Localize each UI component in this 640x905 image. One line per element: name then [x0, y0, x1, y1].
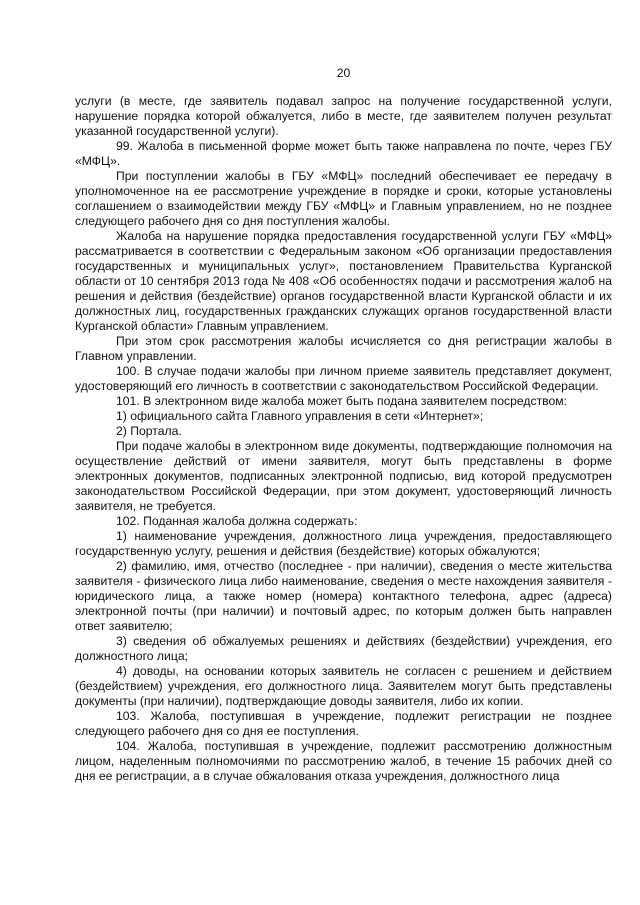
paragraph: При этом срок рассмотрения жалобы исчисляется со дня регистрации жалобы в Главном управлении.	[75, 334, 612, 363]
list-item: 2) Портала.	[116, 424, 182, 438]
list-item: 3) сведения об обжалуемых решениях и действиях (бездействии) учреждения, его должностного лица;	[75, 634, 612, 663]
paragraph: Жалоба на нарушение порядка предоставления государственной услуги ГБУ «МФЦ» рассматривается в соответствии с Федеральным законом «Об организации предоставления государственных и муниципальных услуг», постановлением Правительства Курганской области от 10 сентября 2013 года № 408 «Об особенностях подачи и рассмотрения жалоб на решения и действия (бездействие) органов государственной власти Курганской области и их должностных лиц, государственных гражданских служащих органов государственной власти Курганской области» Главным управлением.	[75, 229, 612, 333]
page-number: 20	[336, 66, 351, 80]
body-text	[75, 94, 612, 784]
paragraph: 104. Жалоба, поступившая в учреждение, подлежит рассмотрению должностным лицом, наделенным полномочиями по рассмотрению жалоб, в течение 15 рабочих дней со дня ее регистрации, а в случае обжалования отказа учреждения, должностного лица	[75, 739, 612, 783]
list-item: 1) официального сайта Главного управления в сети «Интернет»;	[116, 409, 484, 423]
paragraph: 101. В электронном виде жалоба может быть подана заявителем посредством:	[116, 394, 568, 408]
paragraph: 99. Жалоба в письменной форме может быть также направлена по почте, через ГБУ «МФЦ».	[75, 139, 612, 168]
list-item: 1) наименование учреждения, должностного лица учреждения, предоставляющего государственную услугу, решения и действия (бездействие) которых обжалуются;	[75, 529, 612, 558]
paragraph: При поступлении жалобы в ГБУ «МФЦ» последний обеспечивает ее передачу в уполномоченное на ее рассмотрение учреждение в порядке и сроки, которые установлены соглашением о взаимодействии между ГБУ «МФЦ» и Главным управлением, но не позднее следующего рабочего дня со дня поступления жалобы.	[75, 169, 612, 228]
paragraph: 100. В случае подачи жалобы при личном приеме заявитель представляет документ, удостоверяющий его личность в соответствии с законодательством Российской Федерации.	[75, 364, 612, 393]
paragraph: При подаче жалобы в электронном виде документы, подтверждающие полномочия на осуществление действий от имени заявителя, могут быть представлены в форме электронных документов, подписанных электронной подписью, вид которой предусмотрен законодательством Российской Федерации, при этом документ, удостоверяющий личность заявителя, не требуется.	[75, 439, 612, 513]
paragraph: 103. Жалоба, поступившая в учреждение, подлежит регистрации не позднее следующего рабочего дня со дня ее поступления.	[75, 709, 612, 738]
paragraph: услуги (в месте, где заявитель подавал запрос на получение государственной услуги, нарушение порядка которой обжалуется, либо в месте, где заявителем получен результат указанной государственной услуги).	[75, 94, 612, 138]
list-item: 2) фамилию, имя, отчество (последнее - при наличии), сведения о месте жительства заявителя - физического лица либо наименование, сведения о месте нахождения заявителя - юридического лица, а также номер (номера) контактного телефона, адрес (адреса) электронной почты (при наличии) и почтовый адрес, по которым должен быть направлен ответ заявителю;	[75, 559, 612, 633]
list-item: 4) доводы, на основании которых заявитель не согласен с решением и действием (бездействием) учреждения, его должностного лица. Заявителем могут быть представлены документы (при наличии), подтверждающие доводы заявителя, либо их копии.	[75, 664, 612, 708]
paragraph: 102. Поданная жалоба должна содержать:	[116, 514, 358, 528]
